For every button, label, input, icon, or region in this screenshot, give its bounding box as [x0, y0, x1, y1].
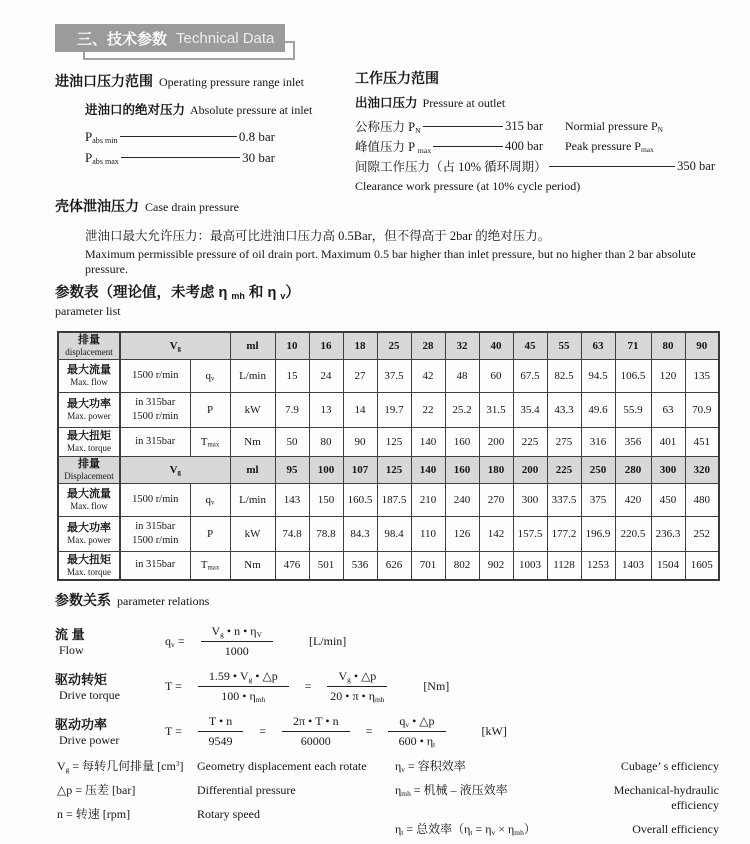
- abs-max-value: 30 bar: [242, 149, 275, 165]
- value-cell: 476: [275, 551, 309, 580]
- value-cell: 252: [685, 516, 719, 551]
- value-cell: 98.4: [377, 516, 411, 551]
- value-cell: 120: [651, 359, 685, 392]
- formula-label: [55, 624, 155, 658]
- value-cell: 14: [343, 392, 377, 427]
- formula-label-zh: 驱动功率: [55, 717, 108, 732]
- value-cell: 450: [651, 483, 685, 516]
- row-label-zh: 最大功率: [67, 397, 111, 410]
- value-cell: 150: [309, 483, 343, 516]
- value-cell: 270: [479, 483, 513, 516]
- header-size-cell: 71: [615, 332, 651, 359]
- row-condition-cell: [120, 427, 190, 456]
- header-size-cell: 250: [581, 456, 615, 483]
- header-size-cell: 18: [343, 332, 377, 359]
- inlet-pressure-section: [55, 71, 355, 168]
- value-cell: 7.9: [275, 392, 309, 427]
- legend-en-dp: Differential pressure: [197, 783, 296, 797]
- formula-operator: =: [365, 723, 373, 738]
- leader-line: [423, 126, 503, 127]
- row-label-en: Max. torque: [67, 566, 111, 577]
- legend-right-column: [395, 757, 719, 844]
- header-vg-cell: $V_g$: [120, 456, 230, 483]
- row-unit-cell: Nm: [230, 551, 275, 580]
- parameter-table-subtitle: parameter list: [55, 304, 121, 318]
- value-cell: 1403: [615, 551, 651, 580]
- value-cell: 187.5: [377, 483, 411, 516]
- leader-line: [433, 146, 503, 147]
- legend-en-eta-v: Cubage’ s efficiency: [620, 759, 719, 773]
- drain-note-zh: 泄油口最大允许压力：最高可比进油口压力高 0.5Bar，但不得高于 2bar 的绝对压力。: [85, 229, 551, 243]
- value-cell: 480: [685, 483, 719, 516]
- value-cell: 42: [411, 359, 445, 392]
- fraction: [198, 669, 289, 704]
- value-cell: 143: [275, 483, 309, 516]
- parameter-table: [57, 331, 720, 581]
- value-cell: 67.5: [513, 359, 547, 392]
- value-cell: 35.4: [513, 392, 547, 427]
- clearance-pressure-label: 间隙工作压力（占 10% 循环周期）: [355, 160, 547, 174]
- header-unit-cell: ml: [230, 456, 275, 483]
- fraction: [201, 624, 273, 659]
- row-label-en: Max. flow: [70, 500, 108, 511]
- value-cell: 74.8: [275, 516, 309, 551]
- header-size-cell: 200: [513, 456, 547, 483]
- value-cell: 84.3: [343, 516, 377, 551]
- clearance-pressure-en-note: Clearance work pressure (at 10% cycle period): [355, 179, 581, 193]
- row-label-zh: 最大流量: [67, 363, 111, 376]
- value-cell: 82.5: [547, 359, 581, 392]
- fraction-numerator: 1.59 • $V_g$ • △p: [198, 669, 289, 687]
- formula-unit: [Nm]: [423, 678, 450, 693]
- value-cell: 701: [411, 551, 445, 580]
- work-subheading: [355, 93, 730, 112]
- value-cell: 80: [309, 427, 343, 456]
- header-size-cell: 280: [615, 456, 651, 483]
- parameter-table-title: 参数表（理论值，未考虑 η $_{mh}$ 和 η $_v$）: [55, 285, 300, 302]
- formula-label-en: Drive power: [59, 733, 120, 747]
- value-cell: 157.5: [513, 516, 547, 551]
- legend-def-n: n = 转速 [rpm]: [57, 807, 131, 821]
- value-cell: 401: [651, 427, 685, 456]
- peak-pressure-row: [355, 136, 730, 156]
- fraction-numerator: $V_g$ • △p: [327, 669, 387, 687]
- condition-line: in 315bar: [135, 435, 176, 447]
- header-size-cell: 28: [411, 332, 445, 359]
- formula-body: [155, 714, 507, 749]
- table-data-row: [58, 392, 719, 427]
- value-cell: 27: [343, 359, 377, 392]
- fraction: [388, 714, 445, 749]
- value-cell: 160.5: [343, 483, 377, 516]
- value-cell: 55.9: [615, 392, 651, 427]
- row-unit-cell: kW: [230, 516, 275, 551]
- formula-list: [55, 623, 710, 749]
- header-size-cell: 16: [309, 332, 343, 359]
- value-cell: 135: [685, 359, 719, 392]
- row-condition-cell: [120, 516, 190, 551]
- header-vg-cell: $V_g$: [120, 332, 230, 359]
- fraction: [198, 714, 243, 749]
- row-label-cell: [58, 483, 120, 516]
- header-label-en: displacement: [65, 347, 113, 358]
- value-cell: 420: [615, 483, 651, 516]
- fraction-denominator: 1000: [224, 643, 249, 658]
- legend-en-eta-mh: Mechanical-hydraulic efficiency: [613, 783, 719, 812]
- work-heading-zh: 工作压力范围: [355, 70, 439, 86]
- peak-pressure-label: 峰值压力 P $_{max}$: [355, 140, 432, 155]
- work-subheading-zh: 出油口压力: [355, 96, 418, 110]
- relations-heading-en: parameter relations: [117, 594, 210, 608]
- value-cell: 126: [445, 516, 479, 551]
- legend-row-eta-mh: [395, 781, 719, 813]
- symbol-legend: [57, 757, 719, 844]
- leader-line: [121, 157, 240, 158]
- condition-line: 1500 r/min: [132, 534, 179, 546]
- row-label-zh: 最大功率: [67, 521, 111, 534]
- header-size-cell: 100: [309, 456, 343, 483]
- table-header-row: [58, 332, 719, 359]
- fraction-denominator: 9549: [208, 733, 233, 748]
- value-cell: 19.7: [377, 392, 411, 427]
- condition-line: in 315bar: [135, 559, 176, 571]
- legend-def-dp: △p = 压差 [bar]: [57, 783, 136, 797]
- value-cell: 337.5: [547, 483, 581, 516]
- value-cell: 196.9: [581, 516, 615, 551]
- header-size-cell: 40: [479, 332, 513, 359]
- table-data-row: [58, 359, 719, 392]
- relations-heading: [55, 590, 710, 610]
- legend-def-eta-v: $\eta_v$ = 容积效率: [395, 759, 466, 774]
- inlet-heading: [55, 71, 355, 91]
- value-cell: 1504: [651, 551, 685, 580]
- header-label-en: Displacement: [64, 470, 114, 481]
- value-cell: 902: [479, 551, 513, 580]
- table-data-row: [58, 551, 719, 580]
- table-header-row: [58, 456, 719, 483]
- fraction-numerator: T • n: [198, 714, 243, 732]
- fraction-numerator: $V_g$ • n • $\eta_V$: [201, 624, 273, 642]
- row-label-zh: 最大扭矩: [67, 429, 111, 442]
- abs-max-pressure-row: [85, 147, 275, 168]
- value-cell: 106.5: [615, 359, 651, 392]
- formula-label-en: Flow: [59, 643, 84, 657]
- formula-label: [55, 714, 155, 748]
- row-unit-cell: L/min: [230, 359, 275, 392]
- table-data-row: [58, 483, 719, 516]
- nominal-pressure-en: Normial pressure $P_N$: [565, 118, 664, 134]
- row-label-zh: 最大流量: [67, 487, 111, 500]
- legend-row-dp: [57, 781, 395, 798]
- legend-def-eta-t: $\eta_t$ = 总效率$(\eta_t = \eta_v \times \eta_{mh})$: [395, 822, 536, 837]
- inlet-subheading-zh: 进油口的绝对压力: [85, 103, 186, 117]
- condition-line: 1500 r/min: [132, 369, 179, 381]
- value-cell: 50: [275, 427, 309, 456]
- abs-min-value: 0.8 bar: [238, 128, 275, 144]
- fraction-denominator: 20 • π • $\eta_{mh}$: [330, 688, 385, 704]
- formula-label-zh: 驱动转矩: [55, 672, 108, 687]
- value-cell: 316: [581, 427, 615, 456]
- value-cell: 78.8: [309, 516, 343, 551]
- value-cell: 1003: [513, 551, 547, 580]
- banner-title-en: Technical Data: [176, 29, 275, 47]
- drain-heading: [55, 196, 735, 216]
- value-cell: 375: [581, 483, 615, 516]
- fraction-numerator: $q_v$ • △p: [388, 714, 445, 732]
- fraction-denominator: 600 • $\eta_t$: [398, 733, 436, 749]
- header-size-cell: 160: [445, 456, 479, 483]
- value-cell: 37.5: [377, 359, 411, 392]
- section-title-banner: [55, 24, 285, 52]
- header-size-cell: 320: [685, 456, 719, 483]
- value-cell: 94.5: [581, 359, 615, 392]
- value-cell: 802: [445, 551, 479, 580]
- value-cell: 48: [445, 359, 479, 392]
- header-unit-cell: ml: [230, 332, 275, 359]
- leader-line: [549, 166, 675, 167]
- header-size-cell: 32: [445, 332, 479, 359]
- row-condition-cell: [120, 483, 190, 516]
- fraction-denominator: 60000: [300, 733, 331, 748]
- row-symbol-cell: $T_{max}$: [190, 551, 230, 580]
- header-size-cell: 180: [479, 456, 513, 483]
- row-symbol-cell: P: [190, 392, 230, 427]
- formula-label-en: Drive torque: [59, 688, 120, 702]
- value-cell: 43.3: [547, 392, 581, 427]
- header-size-cell: 300: [651, 456, 685, 483]
- formula-row: [55, 623, 710, 659]
- drain-heading-en: Case drain pressure: [145, 200, 239, 214]
- table-data-row: [58, 516, 719, 551]
- row-symbol-cell: $q_v$: [190, 483, 230, 516]
- formula-body: [155, 669, 449, 704]
- formula-unit: [L/min]: [308, 633, 347, 648]
- value-cell: 24: [309, 359, 343, 392]
- header-size-cell: 10: [275, 332, 309, 359]
- row-symbol-cell: $T_{max}$: [190, 427, 230, 456]
- parameter-table-heading: [55, 281, 300, 319]
- inlet-heading-en: Operating pressure range inlet: [159, 75, 304, 89]
- row-label-cell: [58, 516, 120, 551]
- formula-body: [155, 624, 346, 659]
- header-size-cell: 125: [377, 456, 411, 483]
- banner-title-zh: 三、技术参数: [77, 30, 168, 48]
- header-size-cell: 45: [513, 332, 547, 359]
- row-label-cell: [58, 359, 120, 392]
- abs-min-symbol: $P_{abs min}$: [85, 128, 118, 145]
- legend-en-eta-t: Overall efficiency: [632, 822, 719, 836]
- working-pressure-section: [355, 68, 730, 194]
- header-size-cell: 80: [651, 332, 685, 359]
- banner-box: [55, 24, 285, 52]
- value-cell: 501: [309, 551, 343, 580]
- fraction-denominator: 100 • $\eta_{mh}$: [221, 688, 266, 704]
- legend-row-vg: [57, 757, 395, 774]
- drain-heading-zh: 壳体泄油压力: [55, 198, 139, 214]
- row-condition-cell: [120, 392, 190, 427]
- header-displacement-cell: [58, 456, 120, 483]
- header-size-cell: 55: [547, 332, 581, 359]
- work-subheading-en: Pressure at outlet: [422, 96, 506, 110]
- nominal-pressure-label: 公称压力 $P_N$: [355, 120, 421, 135]
- row-label-cell: [58, 392, 120, 427]
- formula-row: [55, 668, 710, 704]
- row-symbol-cell: $q_v$: [190, 359, 230, 392]
- abs-max-symbol: $P_{abs max}$: [85, 149, 119, 166]
- value-cell: 240: [445, 483, 479, 516]
- header-label-zh: 排量: [78, 334, 100, 346]
- condition-line: in 315bar: [135, 520, 176, 532]
- condition-line: in 315bar: [135, 396, 176, 408]
- formula-operator: T =: [165, 678, 182, 693]
- value-cell: 1128: [547, 551, 581, 580]
- value-cell: 220.5: [615, 516, 651, 551]
- legend-row-eta-v: [395, 757, 719, 774]
- nominal-pressure-row: [355, 116, 730, 136]
- parameter-relations-section: [55, 590, 710, 758]
- header-label-zh: 排量: [78, 457, 100, 470]
- value-cell: 90: [343, 427, 377, 456]
- value-cell: 177.2: [547, 516, 581, 551]
- value-cell: 49.6: [581, 392, 615, 427]
- value-cell: 451: [685, 427, 719, 456]
- abs-min-pressure-row: [85, 126, 275, 147]
- table-data-row: [58, 427, 719, 456]
- value-cell: 125: [377, 427, 411, 456]
- header-size-cell: 25: [377, 332, 411, 359]
- fraction: [327, 669, 387, 704]
- leader-line: [120, 136, 237, 137]
- legend-row-eta-t: [395, 820, 719, 837]
- legend-left-column: [57, 757, 395, 844]
- header-size-cell: 90: [685, 332, 719, 359]
- row-condition-cell: [120, 359, 190, 392]
- value-cell: 536: [343, 551, 377, 580]
- legend-def-vg: $V_g$ = 每转几何排量 $[cm^3]$: [57, 758, 184, 774]
- formula-operator: =: [259, 723, 266, 738]
- inlet-subheading: [85, 100, 355, 119]
- peak-pressure-en: Peak pressure $P_{max}$: [565, 138, 654, 154]
- fraction-numerator: 2π • T • n: [282, 714, 350, 732]
- legend-row-n: [57, 805, 395, 822]
- value-cell: 31.5: [479, 392, 513, 427]
- drain-note-en: Maximum permissible pressure of oil drain port. Maximum 0.5 bar higher than inlet pressure, but no higher than 2 bar absolute pressure.: [85, 247, 696, 276]
- value-cell: 160: [445, 427, 479, 456]
- condition-line: 1500 r/min: [132, 410, 179, 422]
- formula-label-zh: 流 量: [55, 627, 85, 642]
- formula-unit: [kW]: [481, 723, 507, 738]
- value-cell: 142: [479, 516, 513, 551]
- value-cell: 60: [479, 359, 513, 392]
- value-cell: 200: [479, 427, 513, 456]
- header-size-cell: 140: [411, 456, 445, 483]
- formula-label: [55, 669, 155, 703]
- header-size-cell: 225: [547, 456, 581, 483]
- formula-operator: T =: [165, 723, 182, 738]
- value-cell: 1253: [581, 551, 615, 580]
- row-label-en: Max. power: [67, 410, 111, 421]
- value-cell: 300: [513, 483, 547, 516]
- value-cell: 13: [309, 392, 343, 427]
- value-cell: 25.2: [445, 392, 479, 427]
- row-label-cell: [58, 427, 120, 456]
- case-drain-section: [55, 196, 735, 277]
- row-symbol-cell: P: [190, 516, 230, 551]
- value-cell: 210: [411, 483, 445, 516]
- value-cell: 63: [651, 392, 685, 427]
- legend-en-n: Rotary speed: [197, 807, 260, 821]
- relations-heading-zh: 参数关系: [55, 592, 111, 608]
- row-condition-cell: [120, 551, 190, 580]
- value-cell: 22: [411, 392, 445, 427]
- value-cell: 70.9: [685, 392, 719, 427]
- header-size-cell: 95: [275, 456, 309, 483]
- value-cell: 1605: [685, 551, 719, 580]
- clearance-pressure-value: 350 bar: [677, 158, 715, 173]
- row-unit-cell: kW: [230, 392, 275, 427]
- value-cell: 626: [377, 551, 411, 580]
- value-cell: 110: [411, 516, 445, 551]
- clearance-pressure-row: [355, 156, 730, 176]
- formula-operator: $q_v$ =: [165, 633, 185, 649]
- row-label-cell: [58, 551, 120, 580]
- header-size-cell: 107: [343, 456, 377, 483]
- legend-def-eta-mh: $\eta_{mh}$ = 机械 – 液压效率: [395, 783, 508, 798]
- inlet-subheading-en: Absolute pressure at inlet: [190, 103, 313, 117]
- value-cell: 275: [547, 427, 581, 456]
- value-cell: 236.3: [651, 516, 685, 551]
- value-cell: 140: [411, 427, 445, 456]
- nominal-pressure-value: 315 bar: [505, 118, 543, 133]
- row-label-zh: 最大扭矩: [67, 553, 111, 566]
- header-displacement-cell: [58, 332, 120, 359]
- peak-pressure-value: 400 bar: [505, 138, 543, 153]
- value-cell: 356: [615, 427, 651, 456]
- row-unit-cell: Nm: [230, 427, 275, 456]
- inlet-heading-zh: 进油口压力范围: [55, 73, 153, 89]
- legend-en-vg: Geometry displacement each rotate: [197, 759, 367, 773]
- fraction: [282, 714, 350, 749]
- formula-operator: =: [304, 678, 312, 693]
- formula-row: [55, 713, 710, 749]
- condition-line: 1500 r/min: [132, 493, 179, 505]
- row-label-en: Max. torque: [67, 442, 111, 453]
- value-cell: 225: [513, 427, 547, 456]
- row-label-en: Max. flow: [70, 376, 108, 387]
- value-cell: 15: [275, 359, 309, 392]
- row-label-en: Max. power: [67, 534, 111, 545]
- header-size-cell: 63: [581, 332, 615, 359]
- row-unit-cell: L/min: [230, 483, 275, 516]
